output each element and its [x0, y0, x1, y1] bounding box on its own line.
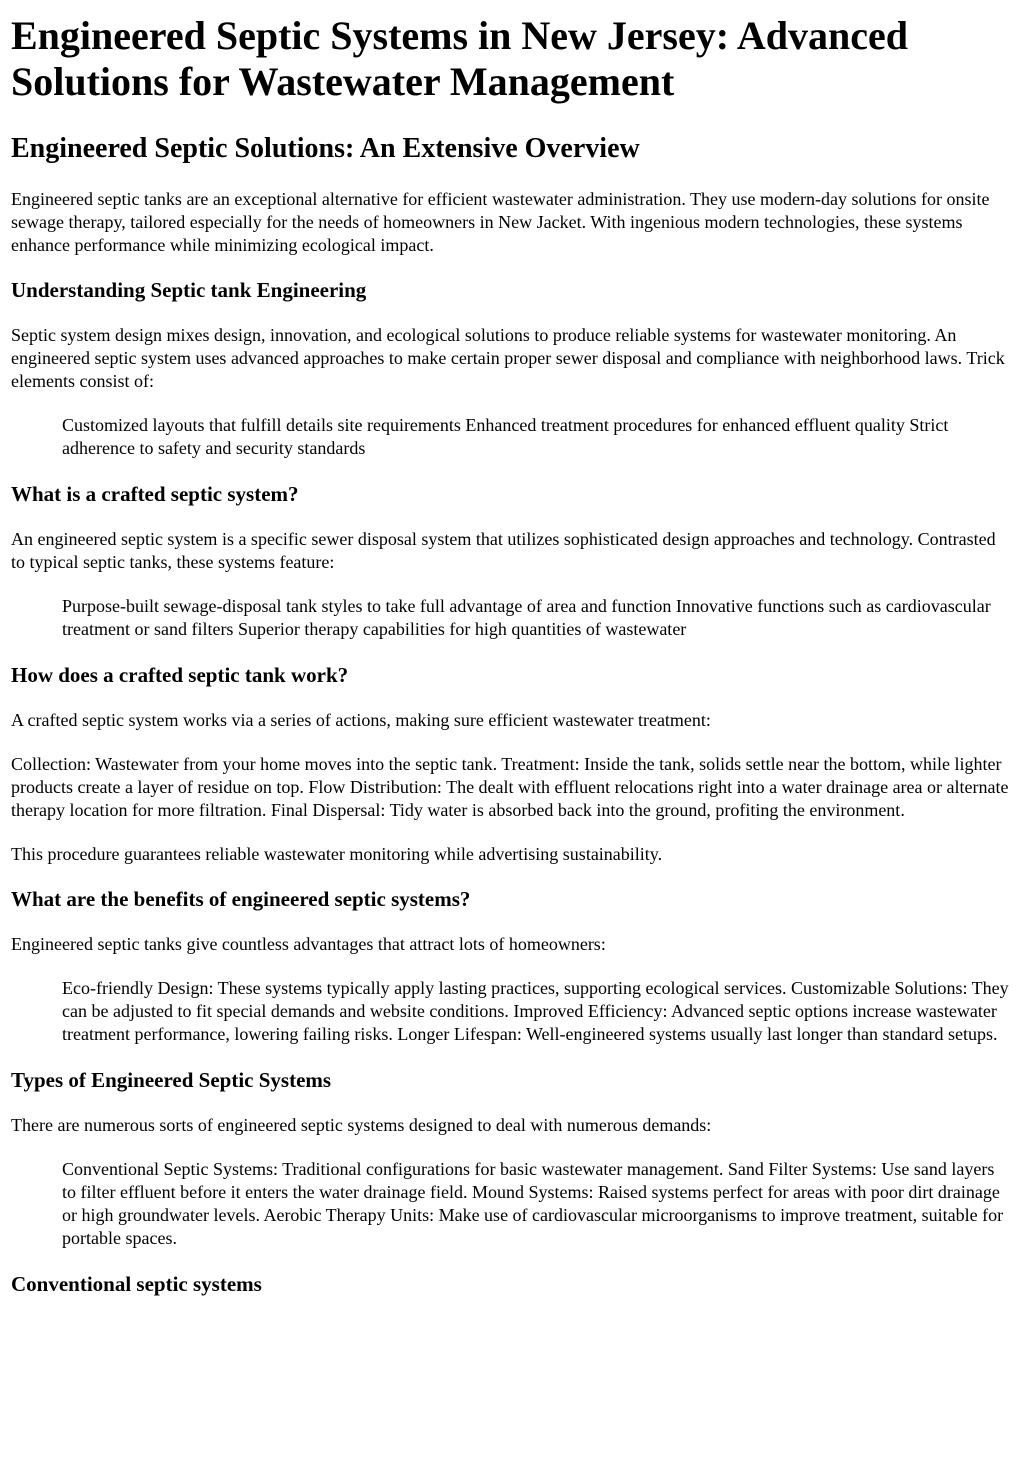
section-heading-what-is: What is a crafted septic system? [11, 482, 299, 506]
page-title: Engineered Septic Systems in New Jersey: Advanced Solutions for Wastewater Management [11, 13, 908, 104]
section-paragraph-benefits: Engineered septic tanks give countless advantages that attract lots of homeowners: [11, 934, 606, 954]
page-subtitle: Engineered Septic Solutions: An Extensive Overview [11, 133, 640, 164]
section-heading-benefits: What are the benefits of engineered septic systems? [11, 887, 471, 911]
section-paragraph-what-is: An engineered septic system is a specific sewer disposal system that utilizes sophisticated design approaches and technology. Contrasted to typical septic tanks, these systems feature: [11, 529, 996, 572]
section-steps-how-it-works: Collection: Wastewater from your home moves into the septic tank. Treatment: Inside the tank, solids settle near the bottom, while lighter products create a layer of residue on top. Flow Distribution: The dealt with effluent relocations right into a water drainage area or alternate therapy location for more filtration. Final Dispersal: Tidy water is absorbed back into the ground, profiting the environment. [11, 754, 1009, 820]
section-paragraph-how-it-works: A crafted septic system works via a series of actions, making sure efficient wastewater treatment: [11, 710, 711, 730]
section-paragraph-understanding: Septic system design mixes design, innovation, and ecological solutions to produce reliable systems for wastewater monitoring. An engineered septic system uses advanced approaches to make certain proper sewer disposal and compliance with neighborhood laws. Trick elements consist of: [11, 325, 1005, 391]
section-quote-understanding: Customized layouts that fulfill details site requirements Enhanced treatment procedures for enhanced effluent quality Strict adherence to safety and security standards [62, 415, 949, 458]
section-summary-how-it-works: This procedure guarantees reliable wastewater monitoring while advertising sustainability. [11, 844, 663, 864]
section-quote-benefits: Eco-friendly Design: These systems typically apply lasting practices, supporting ecological services. Customizable Solutions: They can be adjusted to fit special demands and website conditions. Improved Efficiency: Advanced septic options increase wastewater treatment performance, lowering failing risks. Longer Lifespan: Well-engineered systems usually last longer than standard setups. [62, 978, 1009, 1044]
section-paragraph-types: There are numerous sorts of engineered septic systems designed to deal with numerous demands: [11, 1115, 712, 1135]
section-quote-what-is: Purpose-built sewage-disposal tank styles to take full advantage of area and function Innovative functions such as cardiovascular treatment or sand filters Superior therapy capabilities for high quantities of wastewater [62, 596, 991, 639]
section-heading-understanding: Understanding Septic tank Engineering [11, 278, 367, 302]
intro-paragraph: Engineered septic tanks are an exceptional alternative for efficient wastewater administration. They use modern-day solutions for onsite sewage therapy, tailored especially for the needs of homeowners in New Jacket. With ingenious modern technologies, these systems enhance performance while minimizing ecological impact. [11, 189, 990, 255]
section-quote-types: Conventional Septic Systems: Traditional configurations for basic wastewater management. Sand Filter Systems: Use sand layers to filter effluent before it enters the water drainage field. Mound Systems: Raised systems perfect for areas with poor dirt drainage or high groundwater levels. Aerobic Therapy Units: Make use of cardiovascular microorganisms to improve treatment, suitable for portable spaces. [62, 1159, 1004, 1248]
section-heading-conventional: Conventional septic systems [11, 1272, 262, 1296]
section-heading-types: Types of Engineered Septic Systems [11, 1068, 332, 1092]
section-heading-how-it-works: How does a crafted septic tank work? [11, 663, 349, 687]
